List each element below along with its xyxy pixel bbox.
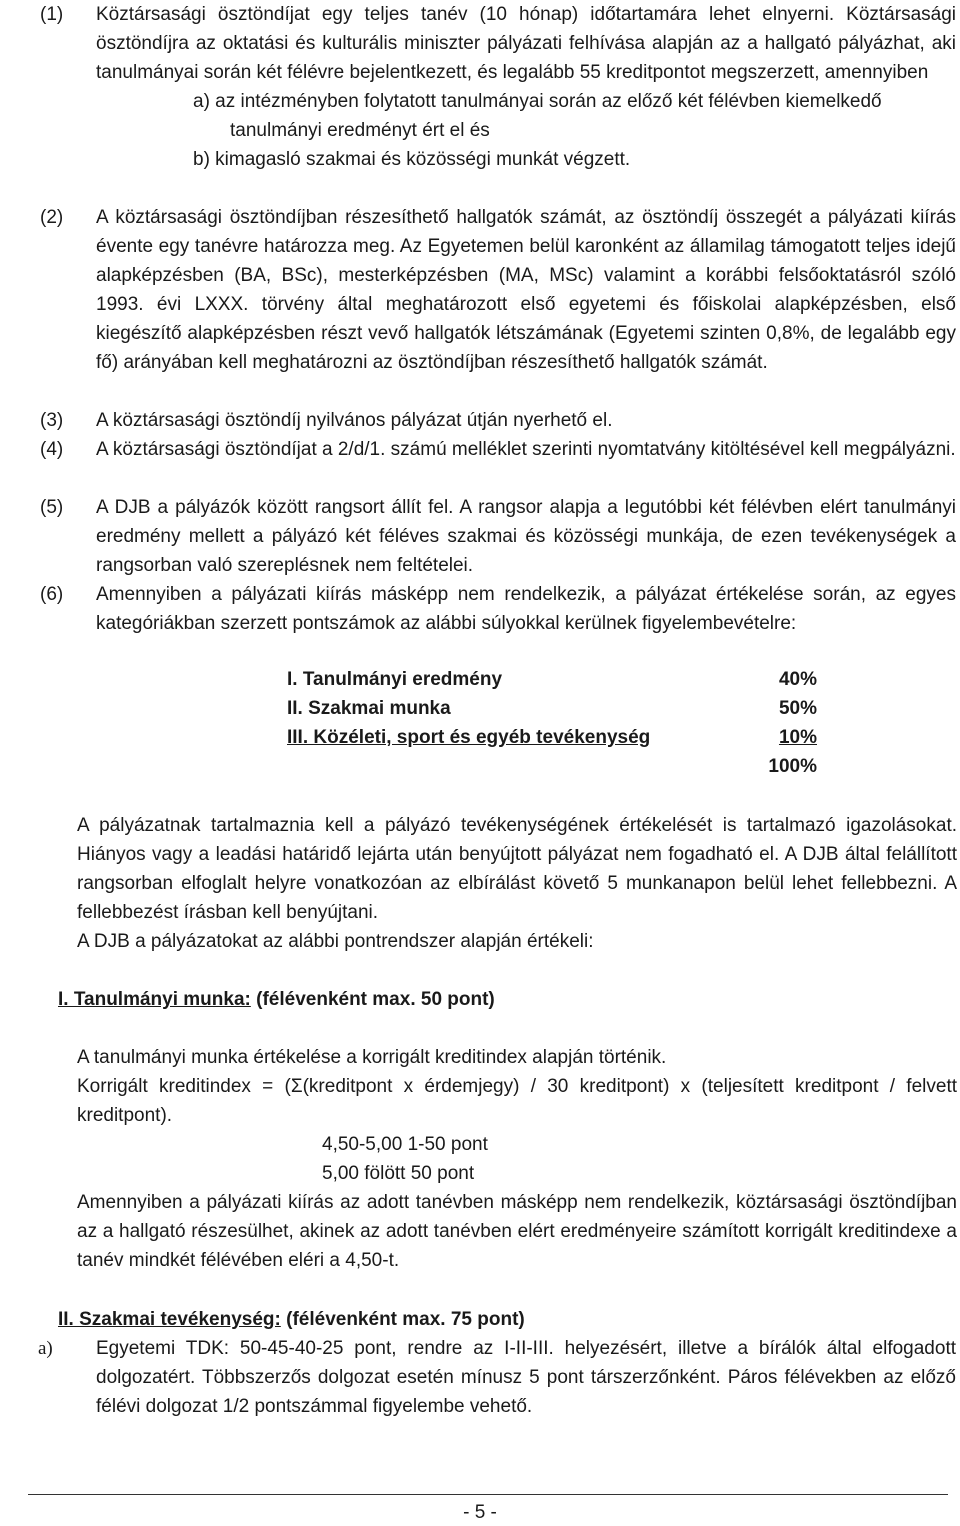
weight-value: 50% — [778, 698, 817, 719]
point-range-1: 4,50-5,00 1-50 pont — [322, 1134, 488, 1155]
submission-rules — [77, 811, 957, 956]
section-1-body — [77, 1043, 957, 1275]
weight-value: 10% — [778, 727, 817, 748]
paragraph-number: (3) — [40, 410, 64, 431]
kreditindex-formula: Korrigált kreditindex = (Σ(kreditpont x érdemjegy) / 30 kreditpont) x (teljesített kreditpont / felvett kreditpont). — [77, 1076, 957, 1126]
section-2-heading — [58, 1305, 525, 1334]
weight-row — [287, 665, 817, 694]
paragraph-5 — [40, 493, 956, 580]
weight-label: I. Tanulmányi eredmény — [287, 669, 503, 690]
submission-text: A pályázatnak tartalmaznia kell a pályázó tevékenységének értékelését is tartalmazó igazolásokat. Hiányos vagy a leadási határidő lejárta után benyújtott pályázat nem fogadható el. A DJB által felállított rangsorban elfoglalt helyre vonatkozóan az elbírálást követő 5 munkanapon belül lehet fellebbezni. A fellebbezést írásban kell benyújtani. — [77, 815, 957, 923]
section-suffix: (félévenként max. 75 pont) — [280, 1309, 525, 1330]
paragraph-4 — [40, 435, 956, 464]
section-2-item-a — [38, 1334, 956, 1421]
paragraph-text: A köztársasági ösztöndíjat a 2/d/1. számú melléklet szerinti nyomtatvány kitöltésével kell megpályázni. — [96, 439, 956, 460]
section-title: II. Szakmai tevékenység: — [58, 1309, 281, 1330]
section-title: I. Tanulmányi munka: — [58, 989, 251, 1010]
paragraph-text: A köztársasági ösztöndíjban részesíthető hallgatók számát, az ösztöndíj összegét a pályázati kiírás évente egy tanévre határozza meg. Az Egyetemen belül karonként az államilag támogatott teljes idejű alapképzésben (BA, BSc), mesterképzésben (MA, MSc) valamint a korábbi felsőoktatásról szóló 1993. évi LXXX. törvény által meghatározott első egyetemi és főiskolai alapképzésben, első kiegészítő alapképzésben részt vevő hallgatók létszámának (Egyetemi szinten 0,8%, de legalább egy fő) arányában kell meghatározni az ösztöndíjban részesíthető hallgatók számát. — [96, 207, 956, 373]
condition-a: a) az intézményben folytatott tanulmányai során az előző két félévben kiemelkedő — [193, 91, 882, 112]
section-1-intro: A tanulmányi munka értékelése a korrigált kreditindex alapján történik. — [77, 1047, 667, 1068]
paragraph-1 — [40, 0, 956, 174]
weight-row — [287, 723, 817, 752]
weight-label: II. Szakmai munka — [287, 698, 451, 719]
point-range-2: 5,00 fölött 50 pont — [322, 1163, 475, 1184]
condition-b: b) kimagasló szakmai és közösségi munkát végzett. — [193, 149, 631, 170]
section-1-note: Amennyiben a pályázati kiírás az adott tanévben másképp nem rendelkezik, köztársasági ösztöndíjban az a hallgató részesülhet, akinek az adott tanévben elért eredményeire számított korrigált kreditindexe a tanév mindkét félévében eléri a 4,50-t. — [77, 1192, 957, 1271]
paragraph-number: (4) — [40, 439, 64, 460]
section-suffix: (félévenként max. 50 pont) — [250, 989, 495, 1010]
paragraph-number: (6) — [40, 584, 64, 605]
weights-table — [287, 665, 817, 781]
paragraph-6 — [40, 580, 956, 638]
paragraph-number: (5) — [40, 497, 64, 518]
scoring-intro: A DJB a pályázatokat az alábbi pontrendszer alapján értékeli: — [77, 931, 594, 952]
weight-total-row — [287, 752, 817, 781]
weight-label: III. Közéleti, sport és egyéb tevékenység — [287, 727, 651, 748]
paragraph-number: (1) — [40, 4, 64, 25]
page-number: - 5 - — [463, 1502, 497, 1523]
item-marker: a) — [38, 1338, 53, 1359]
section-1-heading — [58, 985, 495, 1014]
paragraph-number: (2) — [40, 207, 64, 228]
weight-row — [287, 694, 817, 723]
weight-value: 40% — [778, 669, 817, 690]
paragraph-text: Köztársasági ösztöndíjat egy teljes tanév (10 hónap) időtartamára lehet elnyerni. Köztársasági ösztöndíjra az oktatási és kulturális miniszter pályázati felhívása alapján az a hallgató pályázhat, aki tanulmányai során két félévre bejelentkezett, és legalább 55 kreditpontot megszerzett, amennyiben — [96, 4, 956, 83]
paragraph-3 — [40, 406, 956, 435]
paragraph-text: Amennyiben a pályázati kiírás másképp nem rendelkezik, a pályázat értékelése során, az egyes kategóriákban szerzett pontszámok az alábbi súlyokkal kerülnek figyelembevételre: — [96, 584, 956, 634]
paragraph-2 — [40, 203, 956, 377]
condition-a-continued: tanulmányi eredményt ért el és — [230, 120, 490, 141]
footer-divider — [28, 1494, 948, 1495]
paragraph-text: A köztársasági ösztöndíj nyilvános pályázat útján nyerhető el. — [96, 410, 613, 431]
weight-total: 100% — [768, 756, 817, 777]
item-text: Egyetemi TDK: 50-45-40-25 pont, rendre az I-II-III. helyezésért, illetve a bírálók által elfogadott dolgozatért. Többszerzős dolgozat esetén mínusz 5 pont társzerzőnként. Páros félévekben az előző félévi dolgozat 1/2 pontszámmal figyelembe vehető. — [96, 1338, 956, 1417]
paragraph-text: A DJB a pályázók között rangsort állít fel. A rangsor alapja a legutóbbi két félévben elért tanulmányi eredmény mellett a pályázó két féléves szakmai és közösségi munkája, de ezen tevékenységek a rangsorban való szereplésnek nem feltételei. — [96, 497, 956, 576]
